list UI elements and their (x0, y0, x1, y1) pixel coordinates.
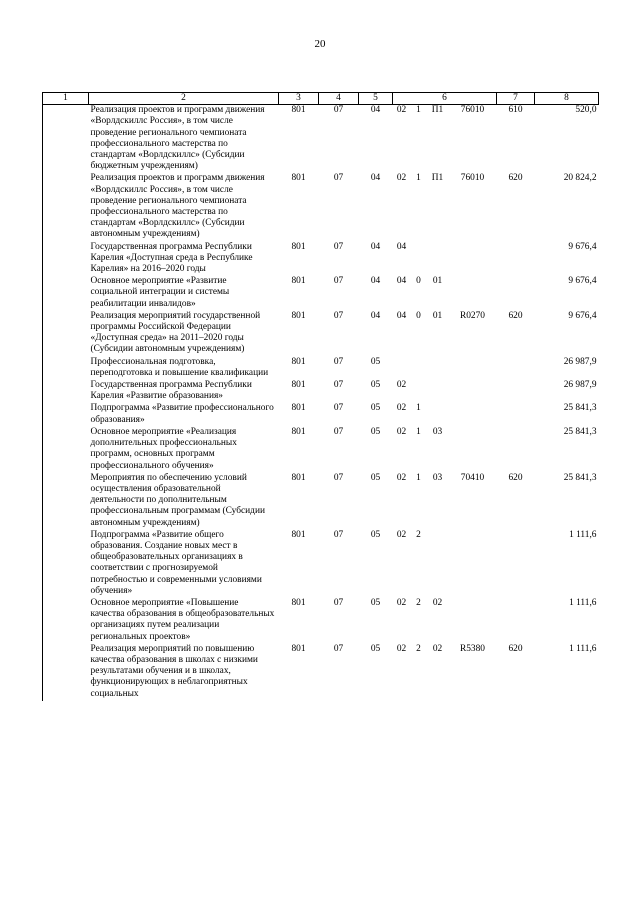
code-cell: 0 (416, 310, 421, 321)
row-name: Подпрограмма «Развитие общего образования. Создание новых мест в общеобразовательных организациях в соответствии с прогнозируемой потребностью и современными условиями обучения» (90, 529, 262, 596)
code-cell (449, 598, 497, 644)
row-name: Основное мероприятие «Развитие социальной интеграции и системы реабилитации инвалидов» (90, 276, 230, 309)
code-cell (411, 242, 427, 277)
code-cell: 07 (333, 643, 344, 654)
amount-cell: 520,0 (575, 105, 597, 116)
col1-cell (43, 380, 89, 403)
table-row (43, 276, 599, 311)
code-cell: 801 (291, 643, 306, 654)
code-cell (449, 242, 497, 277)
code-cell (427, 357, 449, 380)
code-cell: 801 (291, 472, 306, 483)
code-cell: 620 (508, 310, 523, 321)
code-cell: 07 (333, 276, 344, 287)
code-cell: 04 (370, 173, 381, 184)
code-cell (449, 276, 497, 311)
table-row (43, 173, 599, 241)
table-row (43, 311, 599, 357)
header-cell: 6 (393, 93, 497, 105)
col1-cell (43, 530, 89, 598)
code-cell: 07 (333, 105, 344, 116)
code-cell: 02 (432, 597, 443, 608)
header-cell: 4 (319, 93, 359, 105)
amount-cell: 9 676,4 (568, 310, 597, 321)
code-cell: 07 (333, 472, 344, 483)
code-cell: 610 (508, 105, 523, 116)
row-name: Реализация проектов и программ движения «Ворлдскиллс Россия», в том числе проведение регионального чемпионата профессионального мастерства по стандартам «Ворлдскиллс» (Субсидии бюджетным учреждениям) (90, 105, 265, 172)
code-cell: 0 (416, 276, 421, 287)
code-cell (411, 357, 427, 380)
table-row (43, 357, 599, 380)
code-cell: 03 (432, 472, 443, 483)
header-cell: 7 (497, 93, 535, 105)
code-cell: 05 (370, 403, 381, 414)
code-cell: 1 (416, 173, 421, 184)
code-cell: 01 (432, 276, 443, 287)
code-cell: 02 (396, 472, 407, 483)
table-row (43, 242, 599, 277)
code-cell: 620 (508, 472, 523, 483)
code-cell: 2 (416, 597, 421, 608)
code-cell: 801 (291, 105, 306, 116)
col1-cell (43, 105, 89, 174)
code-cell (497, 530, 535, 598)
code-cell (449, 357, 497, 380)
code-cell: 04 (370, 276, 381, 287)
code-cell: 801 (291, 241, 306, 252)
code-cell: 1 (416, 472, 421, 483)
code-cell: 07 (333, 173, 344, 184)
code-cell: 05 (370, 529, 381, 540)
amount-cell: 1 111,6 (569, 597, 597, 608)
code-cell (497, 242, 535, 277)
amount-cell: 26 987,9 (563, 356, 597, 367)
code-cell: 05 (370, 597, 381, 608)
col1-cell (43, 427, 89, 473)
code-cell: 05 (370, 380, 381, 391)
code-cell (497, 380, 535, 403)
col1-cell (43, 473, 89, 530)
code-cell: 07 (333, 426, 344, 437)
row-name: Основное мероприятие «Повышение качества образования в общеобразовательных организациях путем реализации региональных проектов» (90, 597, 275, 642)
col1-cell (43, 242, 89, 277)
row-name: Профессиональная подготовка, переподготовка и повышение квалификации (90, 356, 269, 378)
code-cell: 07 (333, 241, 344, 252)
code-cell: 03 (432, 426, 443, 437)
code-cell (449, 530, 497, 598)
code-cell: 801 (291, 426, 306, 437)
code-cell: 76010 (460, 105, 485, 116)
code-cell: R0270 (459, 310, 485, 321)
code-cell: 801 (291, 276, 306, 287)
row-name: Государственная программа Республики Карелия «Доступная среда в Республике Карелия» на 2016–2020 годы (90, 241, 253, 275)
code-cell: 620 (508, 173, 523, 184)
header-cell: 2 (89, 93, 279, 105)
code-cell: 02 (432, 643, 443, 654)
code-cell: П1 (431, 173, 444, 184)
budget-table (42, 92, 599, 701)
code-cell: 801 (291, 380, 306, 391)
code-cell: R5380 (459, 643, 485, 654)
code-cell: 801 (291, 529, 306, 540)
header-cell: 8 (535, 93, 599, 105)
code-cell: 1 (416, 403, 421, 414)
col1-cell (43, 598, 89, 644)
col1-cell (43, 357, 89, 380)
table-row (43, 473, 599, 530)
code-cell (497, 403, 535, 426)
amount-cell: 26 987,9 (563, 380, 597, 391)
row-name: Реализация мероприятий государственной программы Российской Федерации «Доступная среда» на 2011–2020 годы (Субсидии автономным учреждениям) (90, 310, 261, 355)
col1-cell (43, 403, 89, 426)
code-cell: П1 (431, 105, 444, 116)
code-cell (449, 403, 497, 426)
code-cell: 05 (370, 643, 381, 654)
amount-cell: 25 841,3 (563, 472, 597, 483)
code-cell (427, 530, 449, 598)
code-cell (427, 242, 449, 277)
header-cell: 5 (359, 93, 393, 105)
table-row (43, 403, 599, 426)
amount-cell: 9 676,4 (568, 241, 597, 252)
code-cell: 2 (416, 529, 421, 540)
col1-cell (43, 644, 89, 701)
row-name: Реализация мероприятий по повышению качества образования в школах с низкими результатами обучения и в школах, функционирующих в неблагоприятных социальных (90, 643, 258, 699)
row-name: Подпрограмма «Развитие профессионального образования» (90, 403, 274, 425)
page-number: 20 (314, 38, 326, 50)
amount-cell: 20 824,2 (563, 173, 597, 184)
code-cell (411, 380, 427, 403)
code-cell (497, 598, 535, 644)
row-name: Реализация проектов и программ движения «Ворлдскиллс Россия», в том числе проведение регионального чемпионата профессионального мастерства по стандартам «Ворлдскиллс» (Субсидии автономным учреждениям) (90, 173, 265, 240)
row-name: Государственная программа Республики Карелия «Развитие образования» (90, 380, 252, 402)
code-cell: 07 (333, 529, 344, 540)
code-cell: 07 (333, 597, 344, 608)
code-cell: 07 (333, 310, 344, 321)
table-row (43, 105, 599, 174)
table-row (43, 598, 599, 644)
amount-cell: 9 676,4 (568, 276, 597, 287)
code-cell: 801 (291, 356, 306, 367)
code-cell (427, 380, 449, 403)
code-cell: 02 (396, 643, 407, 654)
code-cell: 04 (370, 241, 381, 252)
code-cell: 04 (370, 105, 381, 116)
col1-cell (43, 276, 89, 311)
code-cell (497, 357, 535, 380)
code-cell: 04 (396, 241, 407, 252)
code-cell: 07 (333, 403, 344, 414)
code-cell: 801 (291, 310, 306, 321)
code-cell: 02 (396, 403, 407, 414)
code-cell (497, 276, 535, 311)
code-cell: 801 (291, 173, 306, 184)
header-cell: 3 (279, 93, 319, 105)
code-cell: 07 (333, 356, 344, 367)
code-cell: 07 (333, 380, 344, 391)
code-cell: 02 (396, 105, 407, 116)
code-cell (449, 427, 497, 473)
code-cell: 05 (370, 356, 381, 367)
amount-cell: 1 111,6 (569, 529, 597, 540)
table-row (43, 530, 599, 598)
amount-cell: 25 841,3 (563, 403, 597, 414)
code-cell: 02 (396, 173, 407, 184)
table-row (43, 380, 599, 403)
table-row (43, 427, 599, 473)
code-cell: 05 (370, 426, 381, 437)
code-cell: 04 (370, 310, 381, 321)
code-cell: 02 (396, 529, 407, 540)
col1-cell (43, 311, 89, 357)
code-cell: 1 (416, 426, 421, 437)
amount-cell: 1 111,6 (569, 643, 597, 654)
code-cell: 02 (396, 597, 407, 608)
code-cell: 02 (396, 426, 407, 437)
code-cell: 04 (396, 276, 407, 287)
code-cell: 620 (508, 643, 523, 654)
code-cell: 70410 (460, 472, 485, 483)
code-cell: 1 (416, 105, 421, 116)
code-cell: 02 (396, 380, 407, 391)
code-cell: 04 (396, 310, 407, 321)
table-row (43, 644, 599, 701)
code-cell: 801 (291, 597, 306, 608)
code-cell: 2 (416, 643, 421, 654)
code-cell (427, 403, 449, 426)
code-cell (497, 427, 535, 473)
code-cell: 76010 (460, 173, 485, 184)
table-header-row (43, 93, 599, 105)
code-cell (393, 357, 411, 380)
col1-cell (43, 173, 89, 241)
row-name: Мероприятия по обеспечению условий осуществления образовательной деятельности по дополнительным профессиональным программам (Субсидии автономным учреждениям) (90, 472, 265, 528)
code-cell: 01 (432, 310, 443, 321)
row-name: Основное мероприятие «Реализация дополнительных профессиональных программ, основных программ профессионального обучения» (90, 426, 237, 471)
code-cell: 801 (291, 403, 306, 414)
header-cell: 1 (43, 93, 89, 105)
code-cell: 05 (370, 472, 381, 483)
amount-cell: 25 841,3 (563, 426, 597, 437)
code-cell (449, 380, 497, 403)
